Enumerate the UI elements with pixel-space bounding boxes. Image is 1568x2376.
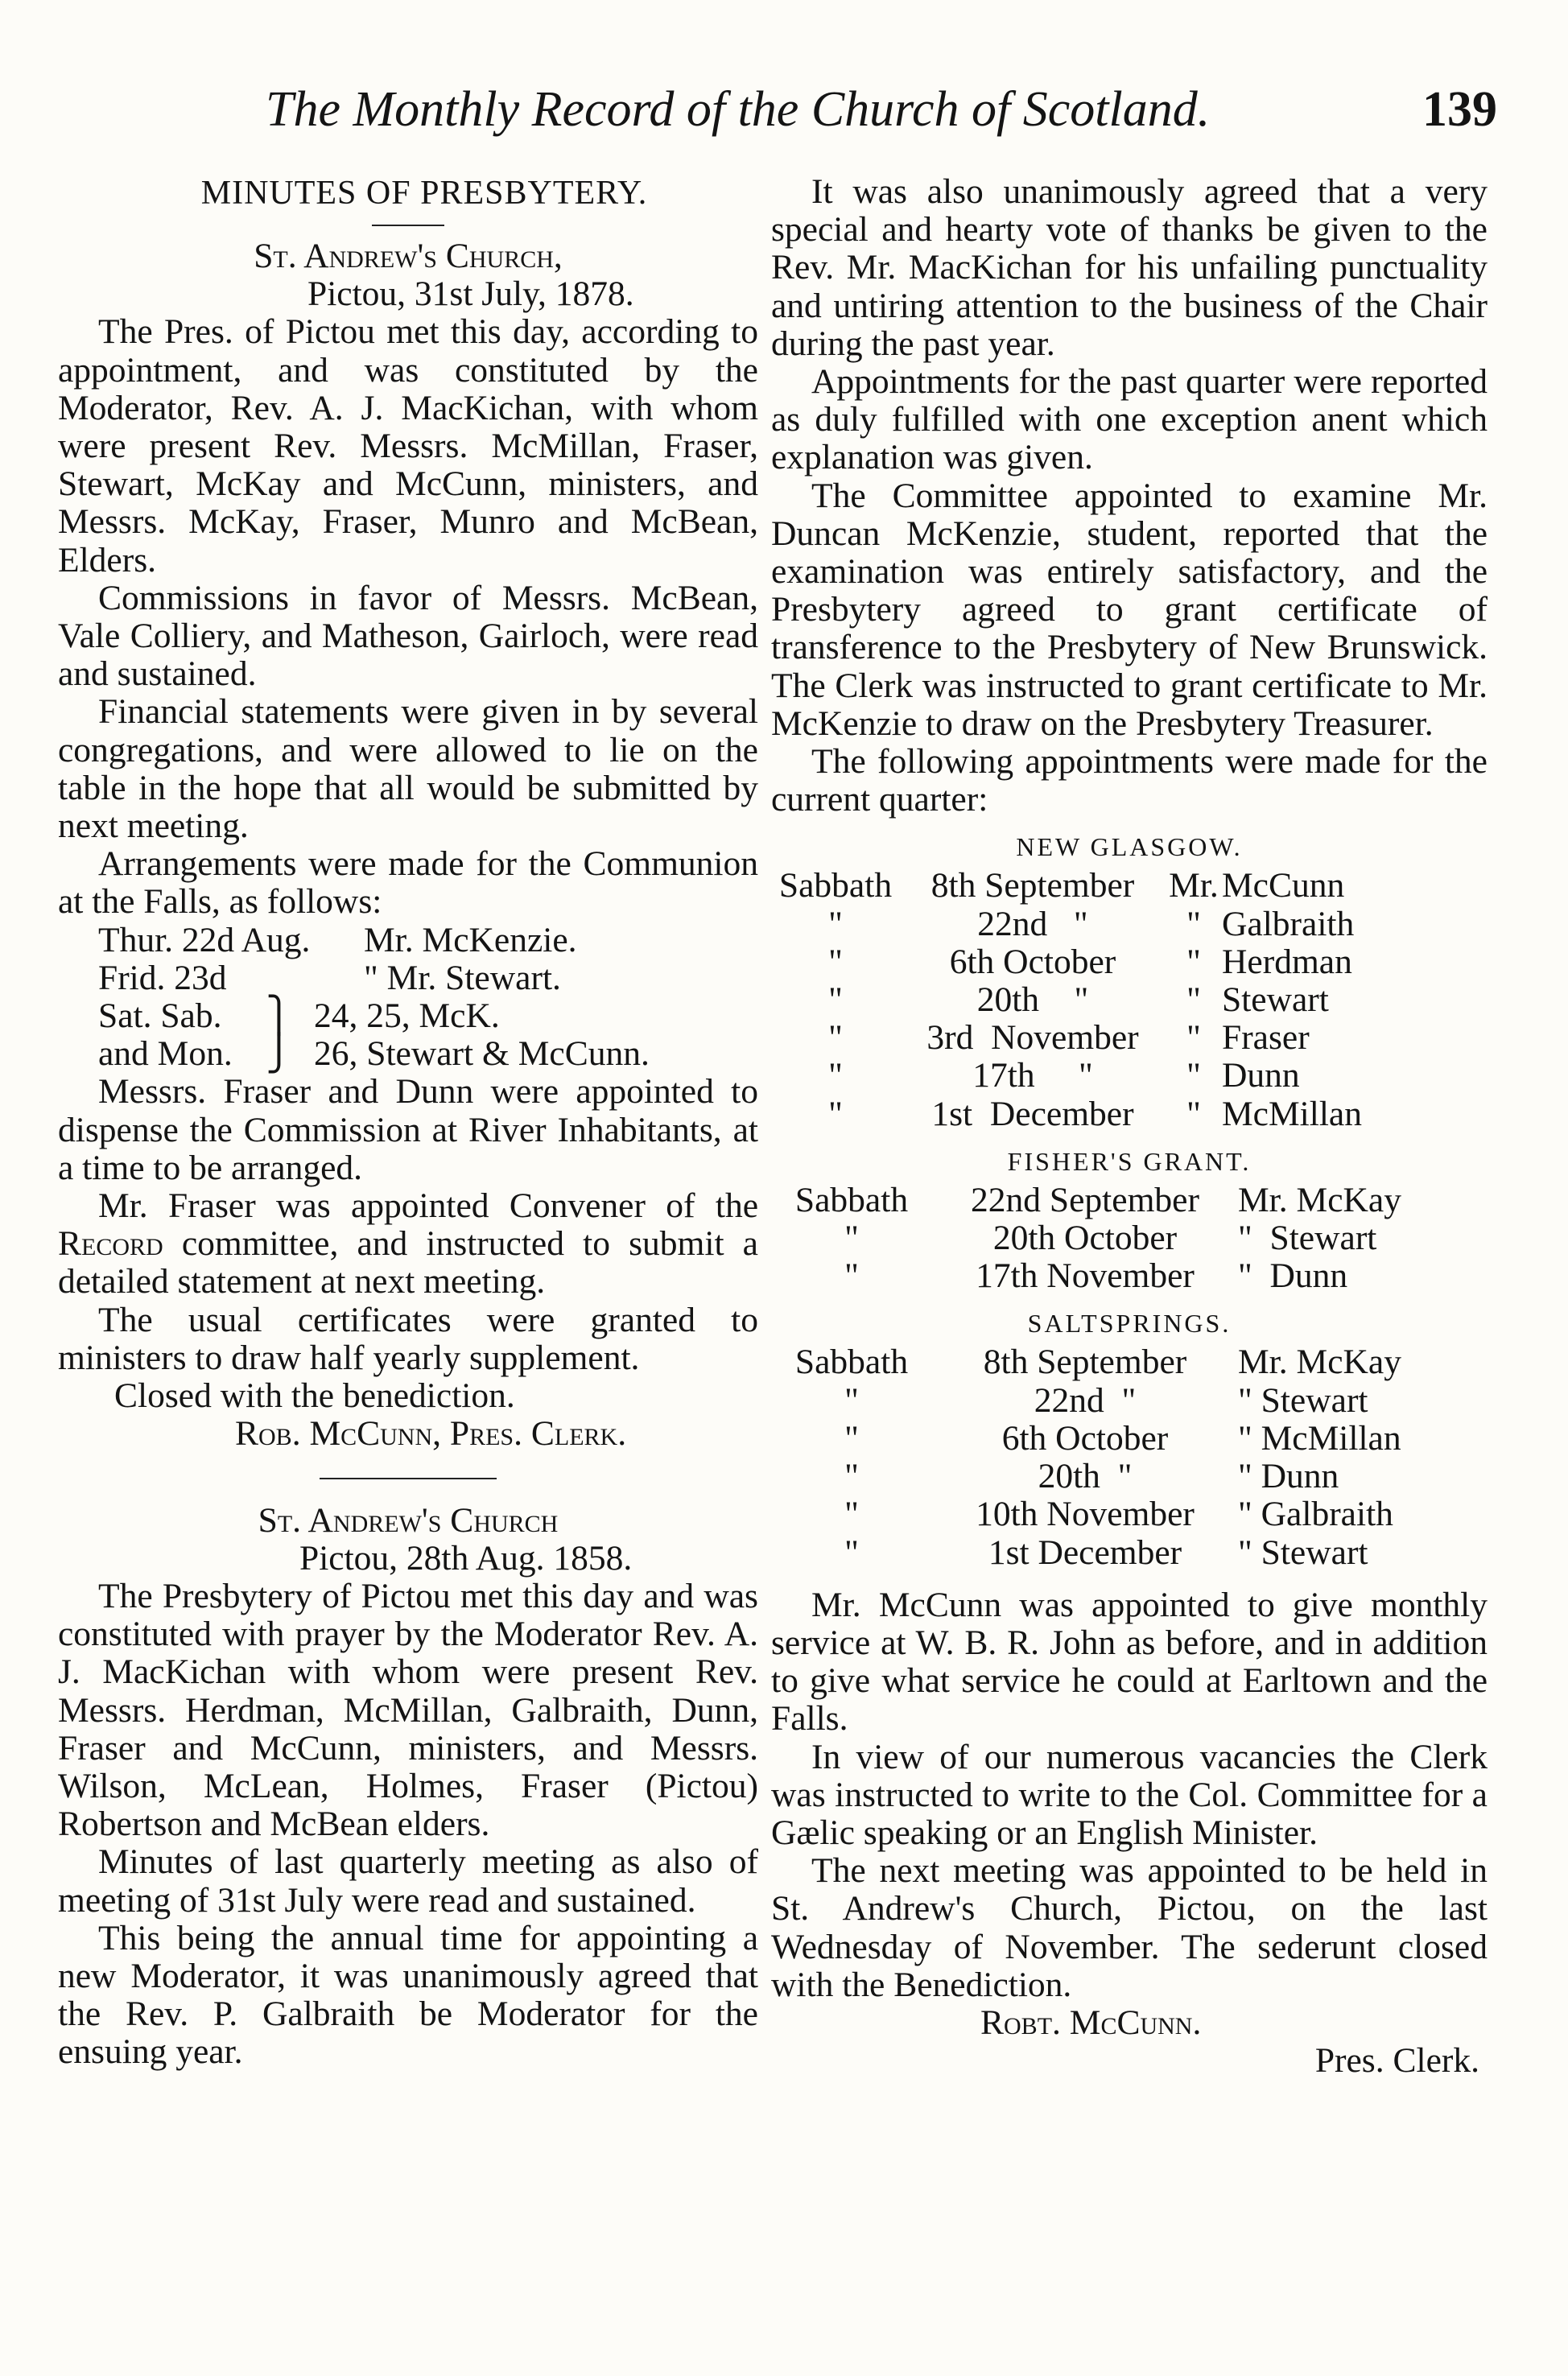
left-column xyxy=(58,173,758,2072)
meeting-date: Pictou, 28th Aug. 1858. xyxy=(299,1538,633,1578)
clerk-signature: Rob. McCunn, Pres. Clerk. xyxy=(235,1414,627,1454)
schedule-row xyxy=(771,981,1488,1019)
schedule-cell: " xyxy=(1186,904,1201,943)
schedule-row xyxy=(771,1257,1488,1295)
schedule-cell: " xyxy=(844,1457,859,1496)
schedule-cell: " Stewart xyxy=(1238,1380,1368,1420)
meeting-date: Pictou, 31st July, 1878. xyxy=(307,274,634,314)
schedule-cell: " xyxy=(1186,942,1201,981)
schedule-minister: 24, 25, McK. xyxy=(314,996,500,1036)
schedule-row xyxy=(771,1534,1488,1572)
clerk-signature-title: Pres. Clerk. xyxy=(1314,2041,1479,2081)
divider xyxy=(372,225,444,226)
schedule-row xyxy=(771,1495,1488,1533)
schedule-cell: 6th October xyxy=(1001,1418,1169,1458)
meeting-place: St. Andrew's Church xyxy=(258,1500,559,1540)
schedule-row xyxy=(98,1035,758,1073)
schedule-cell: 22nd September xyxy=(971,1180,1199,1219)
schedule-row xyxy=(98,997,758,1035)
schedule-cell: " xyxy=(1186,1018,1201,1058)
right-column xyxy=(771,173,1488,2080)
district-title: SALTSPRINGS. xyxy=(1027,1309,1232,1339)
schedule-cell: " xyxy=(844,1495,859,1534)
fishers-grant-schedule xyxy=(771,1182,1488,1296)
schedule-cell: 10th November xyxy=(976,1495,1195,1534)
paragraph: The usual certificates were granted to ministers to draw half yearly supplement. xyxy=(58,1300,758,1377)
paragraph: The Pres. of Pictou met this day, according to appointment, and was constituted by the Moderator, Rev. A. J. MacKichan, with whom were present Rev. Messrs. McMillan, Fraser, Stewart, McKay and McCunn, ministers, and Messrs. McKay, Fraser, Munro and McBean, Elders. xyxy=(58,312,758,580)
schedule-minister: 26, Stewart & McCunn. xyxy=(314,1034,650,1074)
schedule-cell: " Dunn xyxy=(1238,1256,1348,1296)
schedule-cell: McCunn xyxy=(1222,866,1345,905)
paragraph: Minutes of last quarterly meeting as also of meeting of 31st July were read and sustained. xyxy=(58,1842,758,1920)
schedule-row xyxy=(771,1182,1488,1219)
section-heading: MINUTES OF PRESBYTERY. xyxy=(200,175,648,212)
brace-top: ⎫ xyxy=(266,996,292,1036)
running-header xyxy=(241,77,1497,142)
schedule-cell: Stewart xyxy=(1222,980,1329,1020)
paragraph: The following appointments were made for the current quarter: xyxy=(771,742,1488,819)
schedule-cell: Sabbath xyxy=(778,866,893,905)
schedule-row xyxy=(771,1420,1488,1458)
paragraph: The next meeting was appointed to be held in St. Andrew's Church, Pictou, on the last Wednesday of November. The sederunt closed with the Benediction. xyxy=(771,1851,1488,2004)
schedule-cell: 3rd November xyxy=(926,1018,1139,1058)
new-glasgow-schedule xyxy=(771,867,1488,1132)
schedule-cell: 1st December xyxy=(988,1532,1182,1572)
paragraph: The Presbytery of Pictou met this day and was constituted with prayer by the Moderator Rev. A. J. MacKichan with whom were present Rev. Messrs. Herdman, McMillan, Galbraith, Dunn, Fraser and McCunn, ministers, and Messrs. Wilson, McLean, Holmes, Fraser (Pictou) Robertson and McBean elders. xyxy=(58,1576,758,1844)
schedule-cell: " Galbraith xyxy=(1238,1495,1393,1534)
brace-bottom: ⎭ xyxy=(266,1034,292,1074)
schedule-cell: 1st December xyxy=(931,1094,1134,1133)
meeting-place: St. Andrew's Church, xyxy=(254,237,563,275)
paragraph: Appointments for the past quarter were reported as duly fulfilled with one exception anent which explanation was given. xyxy=(771,362,1488,477)
schedule-day: Thur. 22d Aug. xyxy=(98,920,311,959)
record-word: Record xyxy=(58,1224,163,1264)
schedule-cell: " xyxy=(1186,1094,1201,1133)
divider xyxy=(320,1478,497,1479)
paragraph xyxy=(58,1187,758,1301)
schedule-cell: Mr. xyxy=(1169,866,1219,905)
schedule-cell: 17th " xyxy=(972,1056,1093,1095)
schedule-cell: 22nd " xyxy=(977,904,1088,943)
schedule-row xyxy=(771,867,1488,905)
schedule-day: Sat. Sab. xyxy=(98,996,222,1036)
schedule-cell: 20th " xyxy=(976,980,1089,1020)
schedule-cell: Mr. McKay xyxy=(1238,1343,1401,1382)
schedule-cell: " xyxy=(828,1094,843,1133)
schedule-cell: " xyxy=(844,1219,859,1258)
schedule-cell: " xyxy=(828,904,843,943)
schedule-cell: Herdman xyxy=(1222,942,1352,981)
schedule-cell: 20th " xyxy=(1038,1457,1133,1496)
paragraph: Financial statements were given in by several congregations, and were allowed to lie on the table in the hope that all would be submitted by next meeting. xyxy=(58,692,758,846)
schedule-cell: " Stewart xyxy=(1238,1219,1377,1258)
district-title: FISHER'S GRANT. xyxy=(1007,1146,1252,1176)
schedule-cell: " Dunn xyxy=(1238,1457,1339,1496)
paragraph: Mr. McCunn was appointed to give monthly service at W. B. R. John as before, and in addition to give what service he could at Earltown and the Falls. xyxy=(771,1585,1488,1739)
paragraph: The Committee appointed to examine Mr. Duncan McKenzie, student, reported that the examination was entirely satisfactory, and the Presbytery agreed to grant certificate of transference to the Presbytery of New Brunswick. The Clerk was instructed to grant certificate to Mr. McKenzie to draw on the Presbytery Treasurer. xyxy=(771,476,1488,743)
schedule-cell: Mr. McKay xyxy=(1238,1180,1401,1219)
schedule-row xyxy=(771,1382,1488,1420)
schedule-minister: " Mr. Stewart. xyxy=(364,958,561,997)
schedule-cell: 20th October xyxy=(992,1219,1178,1258)
paragraph: It was also unanimously agreed that a very special and hearty vote of thanks be given to the Rev. Mr. MacKichan for his unfailing punctuality and untiring attention to the business of the Chair during the past year. xyxy=(771,172,1488,363)
paragraph: Messrs. Fraser and Dunn were appointed to dispense the Commission at River Inhabitants, at a time to be arranged. xyxy=(58,1072,758,1187)
schedule-cell: " xyxy=(844,1418,859,1458)
schedule-cell: Sabbath xyxy=(794,1343,909,1382)
page-number: 139 xyxy=(1422,82,1497,137)
text-run: committee, and instructed to submit a detailed statement at next meeting. xyxy=(58,1224,758,1301)
schedule-cell: " xyxy=(844,1532,859,1572)
schedule-cell: McMillan xyxy=(1222,1094,1362,1133)
schedule-row xyxy=(771,1458,1488,1495)
paragraph: Commissions in favor of Messrs. McBean, Vale Colliery, and Matheson, Gairloch, were read and sustained. xyxy=(58,578,758,694)
schedule-row xyxy=(771,905,1488,943)
schedule-cell: " Stewart xyxy=(1238,1532,1368,1572)
schedule-cell: Sabbath xyxy=(794,1180,909,1219)
schedule-row xyxy=(771,1343,1488,1381)
paragraph: In view of our numerous vacancies the Clerk was instructed to write to the Col. Committee for a Gælic speaking or an English Minister. xyxy=(771,1737,1488,1852)
schedule-row xyxy=(98,922,758,959)
schedule-row xyxy=(771,1219,1488,1257)
schedule-cell: Fraser xyxy=(1222,1018,1310,1058)
schedule-row xyxy=(771,943,1488,981)
paragraph: This being the annual time for appointing a new Moderator, it was unanimously agreed that the Rev. P. Galbraith be Moderator for the ensuing year. xyxy=(58,1918,758,2072)
text-run: Mr. Fraser was appointed Convener of the xyxy=(98,1186,758,1226)
spacer xyxy=(771,1572,1488,1586)
schedule-cell: Galbraith xyxy=(1222,904,1355,943)
schedule-cell: " xyxy=(828,980,843,1020)
closing-line: Closed with the benediction. xyxy=(114,1376,515,1416)
schedule-cell: " xyxy=(844,1256,859,1296)
schedule-cell: " McMillan xyxy=(1238,1418,1401,1458)
schedule-cell: " xyxy=(1186,1056,1201,1095)
schedule-row xyxy=(98,959,758,997)
clerk-signature-name: Robt. McCunn. xyxy=(980,2003,1202,2042)
schedule-cell: 17th November xyxy=(976,1256,1195,1296)
schedule-cell: " xyxy=(1186,980,1201,1020)
schedule-row xyxy=(771,1057,1488,1095)
schedule-cell: 22nd " xyxy=(1034,1380,1137,1420)
schedule-cell: 8th September xyxy=(930,866,1135,905)
schedule-day: Frid. 23d xyxy=(98,958,227,997)
schedule-row xyxy=(771,1095,1488,1133)
district-title: NEW GLASGOW. xyxy=(1016,832,1243,862)
saltsprings-schedule xyxy=(771,1343,1488,1571)
schedule-row xyxy=(771,1019,1488,1057)
schedule-cell: " xyxy=(828,1056,843,1095)
communion-schedule xyxy=(58,922,758,1074)
schedule-cell: " xyxy=(828,942,843,981)
schedule-cell: Dunn xyxy=(1222,1056,1300,1095)
schedule-minister: Mr. McKenzie. xyxy=(364,920,577,959)
schedule-cell: " xyxy=(844,1380,859,1420)
header-title: The Monthly Record of the Church of Scotland. xyxy=(266,82,1211,137)
schedule-cell: 8th September xyxy=(983,1343,1187,1382)
schedule-cell: 6th October xyxy=(949,942,1116,981)
schedule-cell: " xyxy=(828,1018,843,1058)
paragraph: Arrangements were made for the Communion at the Falls, as follows: xyxy=(58,844,758,922)
schedule-day: and Mon. xyxy=(98,1034,233,1074)
